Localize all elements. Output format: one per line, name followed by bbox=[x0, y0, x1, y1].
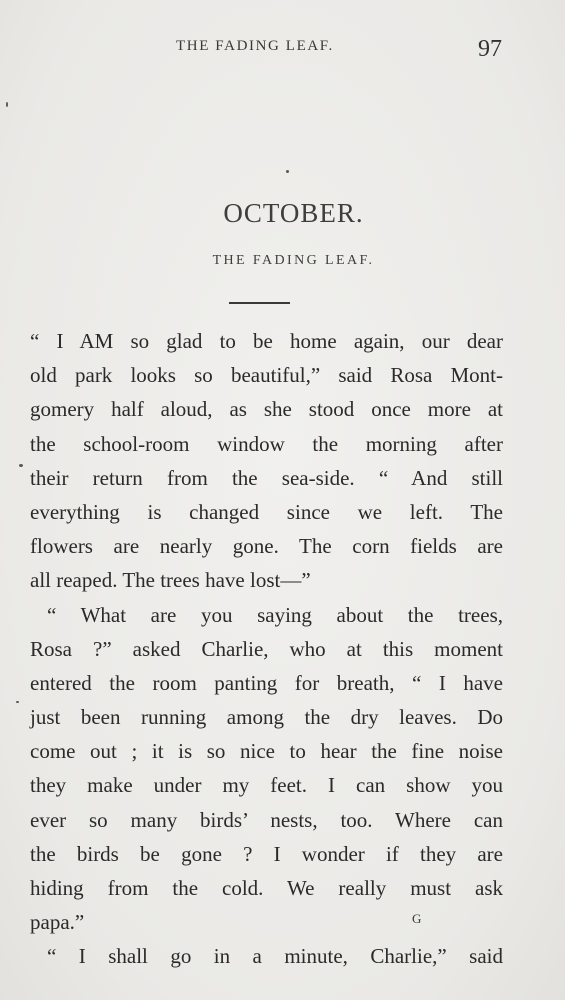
text-line: flowers are nearly gone. The corn fields are bbox=[30, 534, 503, 559]
text-line: they make under my feet. I can show you bbox=[30, 773, 503, 798]
title-rule bbox=[229, 302, 290, 304]
text-line: hiding from the cold. We really must ask bbox=[30, 876, 503, 900]
page-number: 97 bbox=[478, 36, 502, 62]
text-line: their return from the sea-side. “ And still bbox=[30, 465, 503, 490]
text-line: all reaped. The trees have lost—” bbox=[30, 568, 311, 593]
text-line: everything is changed since we left. The bbox=[30, 499, 503, 524]
signature-mark: G bbox=[412, 911, 422, 926]
chapter-title: OCTOBER. bbox=[223, 198, 364, 228]
ink-speck bbox=[6, 102, 8, 107]
text-line: entered the room panting for breath, “ I have bbox=[30, 670, 503, 695]
ink-speck bbox=[16, 701, 19, 703]
text-line: the school-room window the morning after bbox=[30, 431, 503, 456]
body-text bbox=[30, 324, 503, 974]
ink-speck bbox=[286, 170, 289, 173]
text-line: the birds be gone ? I wonder if they are bbox=[30, 841, 503, 866]
text-line: “ What are you saying about the trees, bbox=[47, 602, 503, 627]
text-line: come out ; it is so nice to hear the fine noise bbox=[30, 739, 503, 764]
ink-speck bbox=[19, 464, 23, 467]
text-line: gomery half aloud, as she stood once more at bbox=[30, 397, 503, 422]
text-line: “ I shall go in a minute, Charlie,” said bbox=[47, 944, 503, 969]
text-line: “ I AM so glad to be home again, our dear bbox=[30, 329, 503, 353]
text-line: old park looks so beautiful,” said Rosa Mont- bbox=[30, 363, 503, 388]
text-line: just been running among the dry leaves. Do bbox=[30, 705, 503, 730]
chapter-subtitle: THE FADING LEAF. bbox=[212, 253, 375, 268]
text-line: Rosa ?” asked Charlie, who at this moment bbox=[30, 636, 503, 661]
running-head: THE FADING LEAF. bbox=[176, 38, 334, 54]
text-line: ever so many birds’ nests, too. Where can bbox=[30, 807, 503, 832]
text-line: papa.” bbox=[30, 910, 85, 935]
